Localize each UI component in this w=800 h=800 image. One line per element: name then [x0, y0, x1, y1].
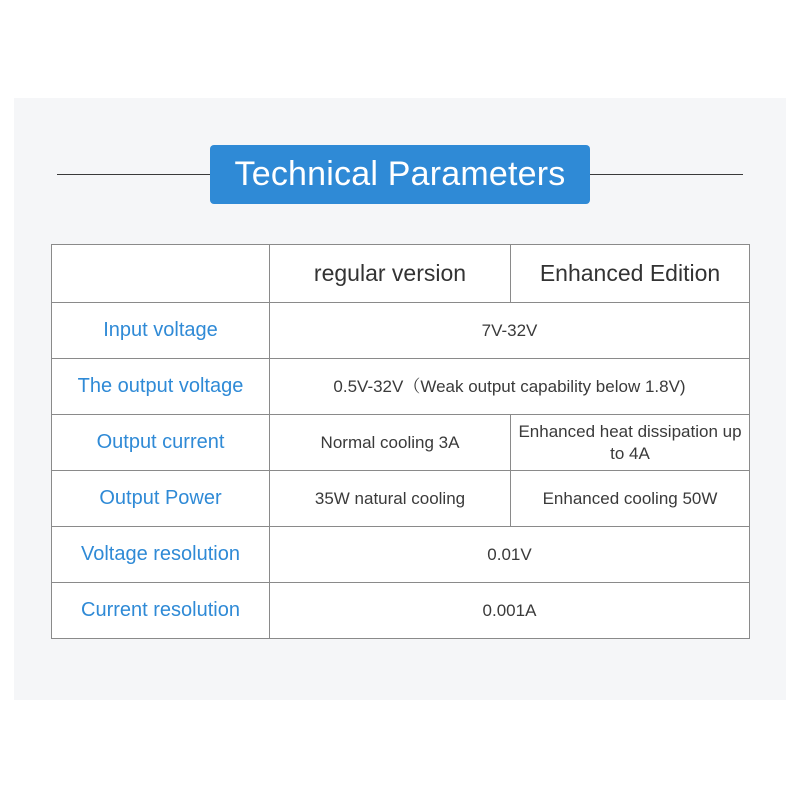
header-enhanced-edition: Enhanced Edition	[511, 245, 750, 303]
header-regular-version: regular version	[270, 245, 511, 303]
title-divider-right	[590, 174, 743, 175]
table-row	[52, 415, 750, 471]
row-label-voltage-resolution: Voltage resolution	[52, 527, 270, 583]
value-output-voltage: 0.5V-32V（Weak output capability below 1.8V)	[270, 359, 750, 415]
table-row	[52, 471, 750, 527]
value-output-current-enhanced: Enhanced heat dissipation up to 4A	[511, 415, 750, 471]
header-corner-cell	[52, 245, 270, 303]
row-label-current-resolution: Current resolution	[52, 583, 270, 639]
table-row	[52, 583, 750, 639]
row-label-output-power: Output Power	[52, 471, 270, 527]
value-output-power-enhanced: Enhanced cooling 50W	[511, 471, 750, 527]
value-input-voltage: 7V-32V	[270, 303, 750, 359]
value-current-resolution: 0.001A	[270, 583, 750, 639]
row-label-input-voltage: Input voltage	[52, 303, 270, 359]
value-output-power-regular: 35W natural cooling	[270, 471, 511, 527]
parameters-table	[51, 244, 750, 639]
value-voltage-resolution: 0.01V	[270, 527, 750, 583]
title-divider-left	[57, 174, 210, 175]
row-label-output-current: Output current	[52, 415, 270, 471]
table-header-row	[52, 245, 750, 303]
table-row	[52, 527, 750, 583]
table-row	[52, 359, 750, 415]
page-title: Technical Parameters	[210, 145, 590, 204]
row-label-output-voltage: The output voltage	[52, 359, 270, 415]
value-output-current-regular: Normal cooling 3A	[270, 415, 511, 471]
table-row	[52, 303, 750, 359]
